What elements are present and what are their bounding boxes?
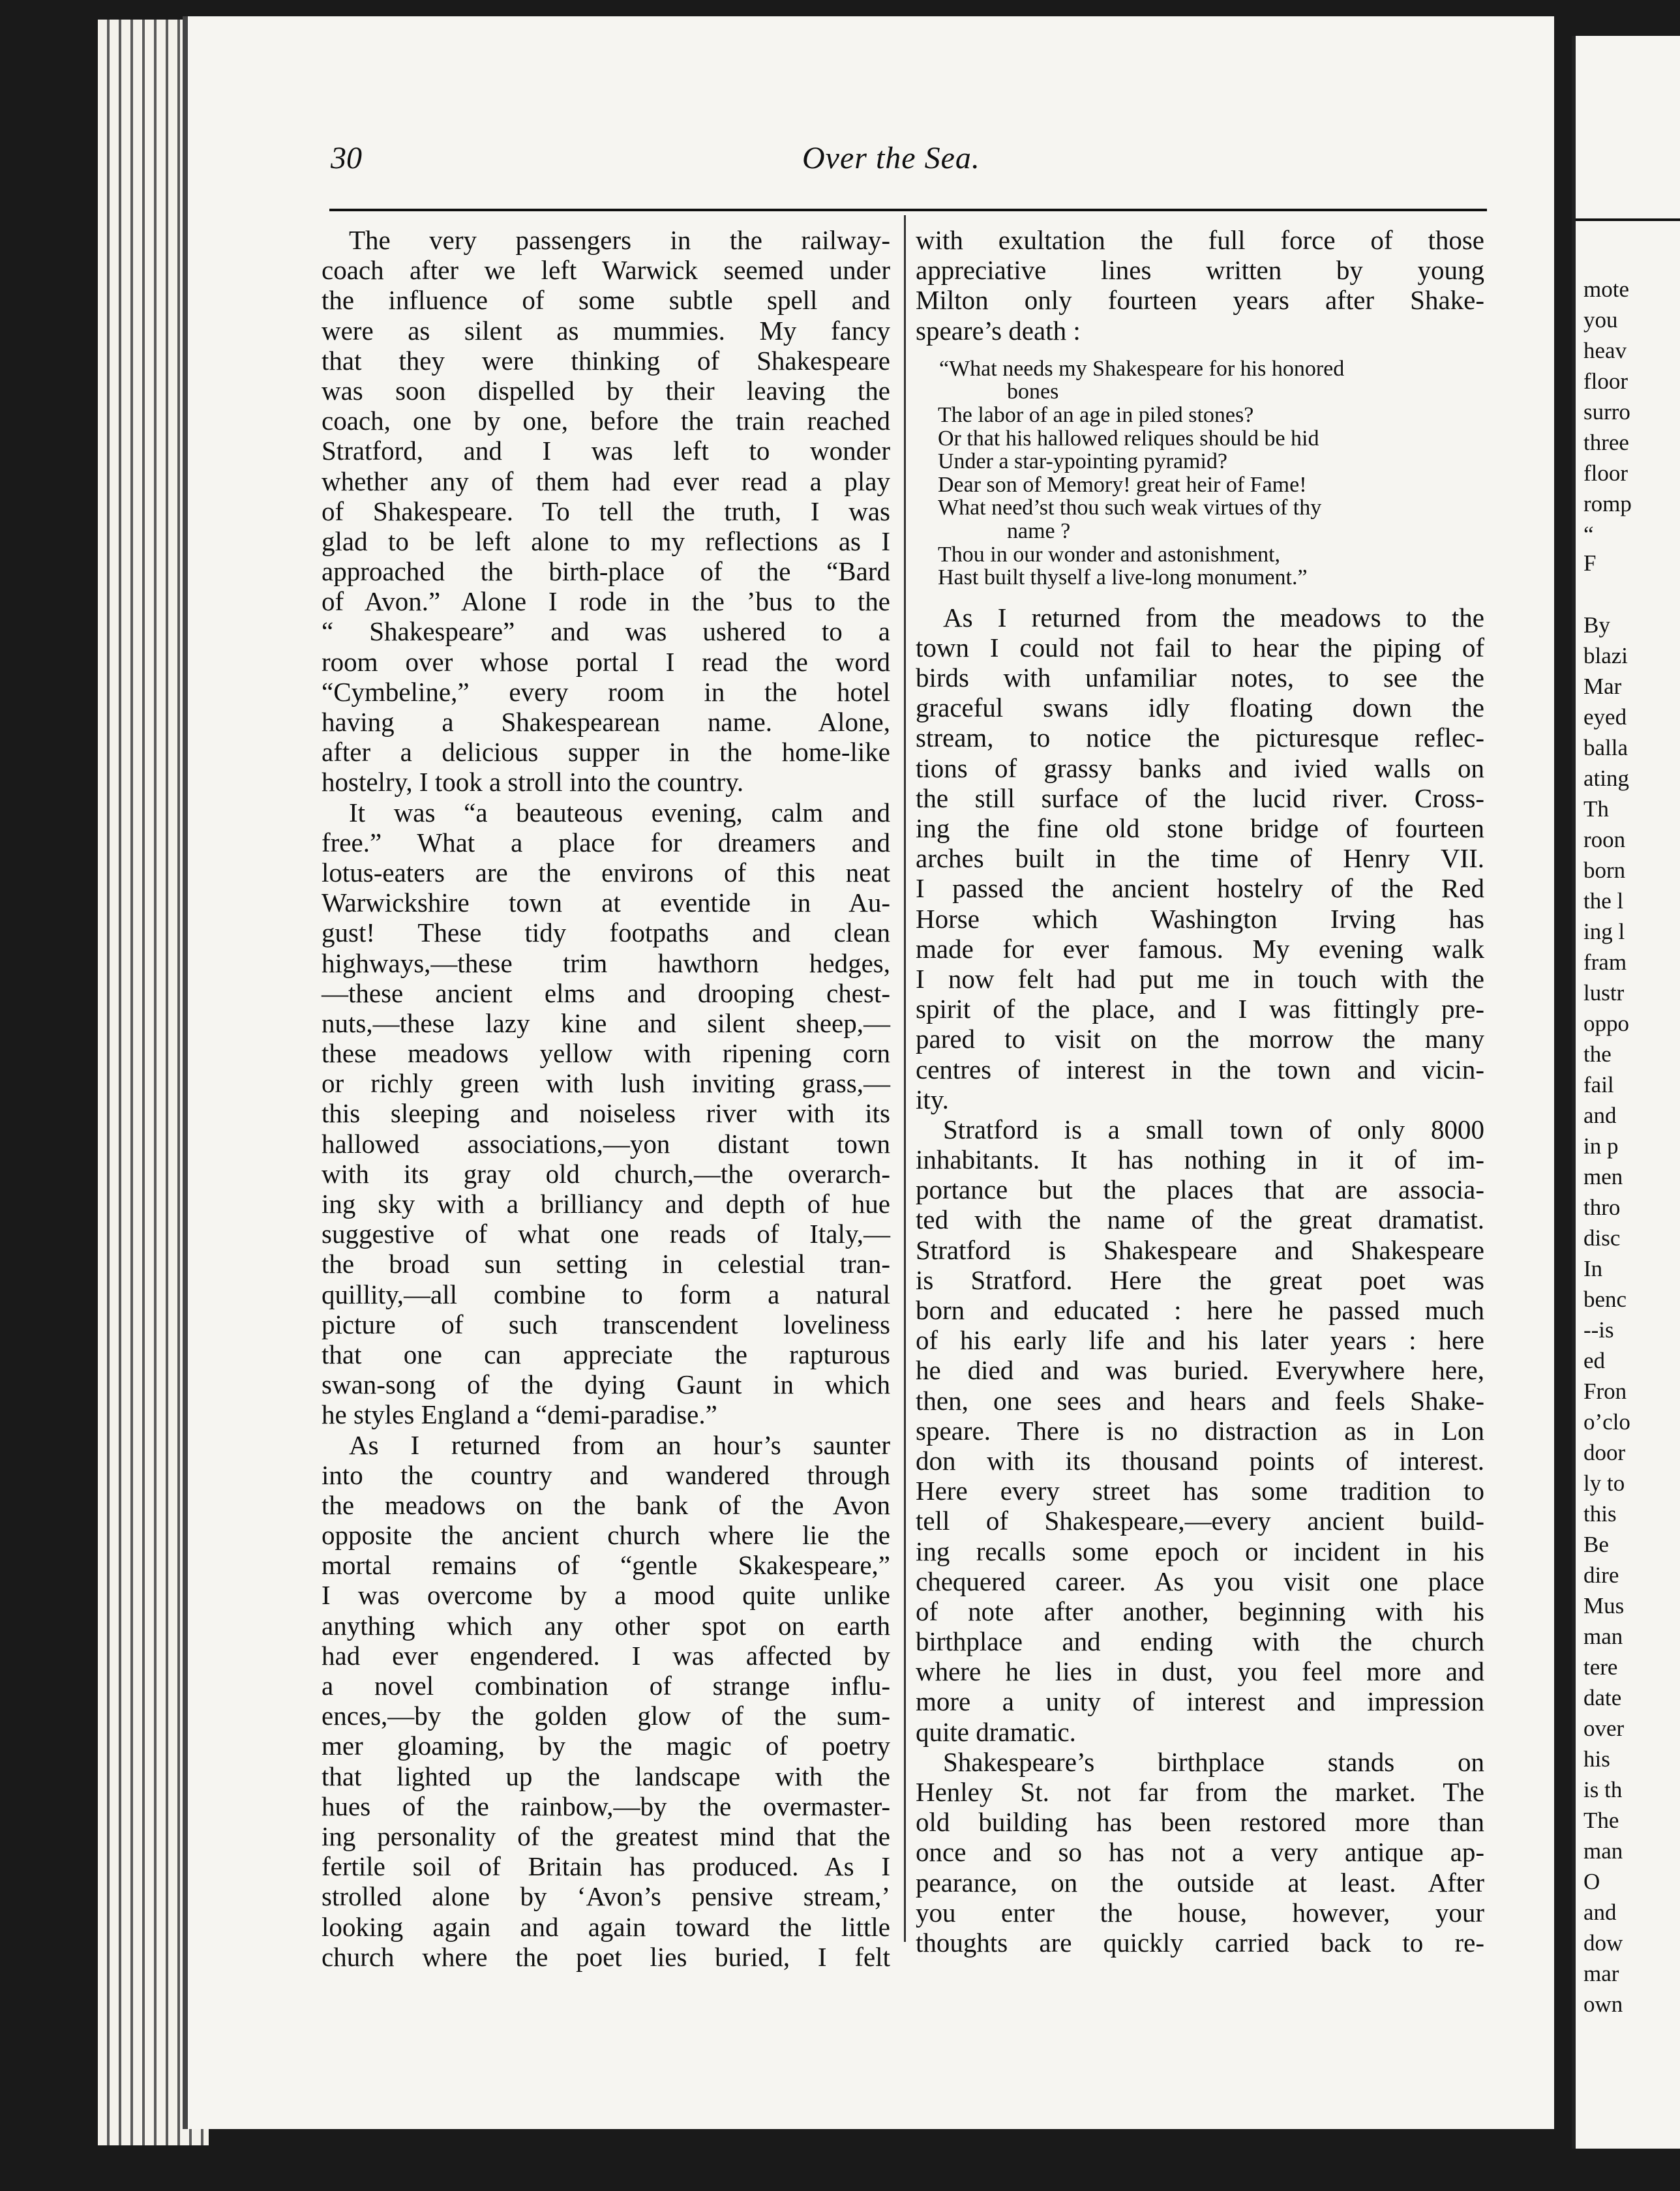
facing-page-fragment: roon bbox=[1583, 827, 1626, 852]
text-line: chequered career. As you visit one place bbox=[916, 1566, 1484, 1596]
facing-page-fragment: romp bbox=[1583, 491, 1632, 516]
text-line: spirit of the place, and I was fittingly pre- bbox=[916, 994, 1484, 1024]
milton-verse bbox=[916, 357, 1484, 589]
text-line: ing personality of the greatest mind that the bbox=[322, 1821, 890, 1851]
text-line: It was “a beauteous evening, calm and bbox=[349, 797, 890, 827]
text-line: swan-song of the dying Gaunt in which bbox=[322, 1369, 890, 1400]
text-line: fertile soil of Britain has produced. As I bbox=[322, 1851, 890, 1882]
text-line: the influence of some subtle spell and bbox=[322, 285, 890, 316]
text-line: a novel combination of strange influ- bbox=[322, 1671, 890, 1701]
verse-line: The labor of an age in piled stones? bbox=[938, 402, 1254, 427]
facing-page-fragment: The bbox=[1583, 1808, 1619, 1833]
facing-page-fragment: mote bbox=[1583, 276, 1629, 302]
text-line: made for ever famous. My evening walk bbox=[916, 933, 1484, 964]
text-line: mortal remains of “gentle Skakespeare,” bbox=[322, 1550, 890, 1581]
facing-page-fragment: you bbox=[1583, 307, 1618, 333]
text-line: ity. bbox=[916, 1084, 949, 1114]
text-line: Henley St. not far from the market. The bbox=[916, 1777, 1484, 1807]
text-line: free.” What a place for dreamers and bbox=[322, 827, 890, 857]
facing-page-fragment: o’clo bbox=[1583, 1409, 1630, 1435]
text-line: into the country and wandered through bbox=[322, 1459, 890, 1490]
text-line: the broad sun setting in celestial tran- bbox=[322, 1249, 890, 1279]
text-line: town I could not fail to hear the piping of bbox=[916, 632, 1484, 663]
facing-page-fragment: and bbox=[1583, 1900, 1617, 1925]
facing-page-fragment: tere bbox=[1583, 1654, 1618, 1680]
facing-page-fragment: dow bbox=[1583, 1930, 1623, 1956]
facing-page-fragment: heav bbox=[1583, 338, 1627, 363]
right-column-intro bbox=[916, 225, 1484, 346]
text-line: Here every street has some tradition to bbox=[916, 1476, 1484, 1506]
text-line: then, one sees and hears and feels Shake- bbox=[916, 1385, 1484, 1416]
text-line: this sleeping and noiseless river with its bbox=[322, 1098, 890, 1129]
text-line: “Cymbeline,” every room in the hotel bbox=[322, 676, 890, 707]
text-line: tions of grassy banks and ivied walls on bbox=[916, 753, 1484, 783]
facing-page-fragment: his bbox=[1583, 1746, 1610, 1772]
text-line: these meadows yellow with ripening corn bbox=[322, 1038, 890, 1069]
text-line: ing sky with a brilliancy and depth of hue bbox=[322, 1189, 890, 1219]
text-line: whether any of them had ever read a play bbox=[322, 466, 890, 496]
facing-page-fragment: By bbox=[1583, 612, 1610, 638]
text-line: speare. There is no distraction as in Lon bbox=[916, 1415, 1484, 1446]
text-line: with its gray old church,—the overarch- bbox=[322, 1158, 890, 1189]
facing-page-fragment: ed bbox=[1583, 1348, 1606, 1373]
text-line: coach after we left Warwick seemed under bbox=[322, 255, 890, 286]
text-line: of his early life and his later years : here bbox=[916, 1325, 1484, 1356]
facing-page-fragment: surro bbox=[1583, 399, 1630, 425]
right-column-body bbox=[916, 603, 1484, 1958]
facing-page-fragment: three bbox=[1583, 430, 1629, 455]
verse-line: name ? bbox=[1007, 518, 1071, 543]
text-line: ted with the name of the great dramatist. bbox=[916, 1204, 1484, 1235]
text-line: glad to be left alone to my reflections as I bbox=[322, 526, 890, 556]
text-line: I now felt had put me in touch with the bbox=[916, 963, 1484, 994]
facing-page-fragment: benc bbox=[1583, 1287, 1627, 1312]
text-line: old building has been restored more than bbox=[916, 1807, 1484, 1838]
facing-page-fragment: dire bbox=[1583, 1562, 1619, 1588]
verse-line: Thou in our wonder and astonishment, bbox=[938, 542, 1281, 567]
right-column bbox=[916, 225, 1484, 1958]
text-line: he styles England a “demi-paradise.” bbox=[322, 1399, 717, 1430]
facing-page-fragment: over bbox=[1583, 1716, 1625, 1741]
facing-page-fragment: eyed bbox=[1583, 704, 1627, 730]
text-line: hallowed associations,—yon distant town bbox=[322, 1128, 890, 1159]
text-line: As I returned from the meadows to the bbox=[943, 602, 1484, 633]
text-line: looking again and again toward the little bbox=[322, 1911, 890, 1942]
text-line: suggestive of what one reads of Italy,— bbox=[322, 1219, 890, 1249]
text-line: was soon dispelled by their leaving the bbox=[322, 375, 890, 406]
text-line: that one can appreciate the rapturous bbox=[322, 1339, 890, 1369]
text-line: having a Shakespearean name. Alone, bbox=[322, 707, 890, 737]
text-line: the still surface of the lucid river. Cross- bbox=[916, 782, 1484, 813]
facing-page-fragment: In bbox=[1583, 1256, 1603, 1281]
facing-page-fragment: F bbox=[1583, 550, 1597, 576]
text-line: Stratford is Shakespeare and Shakespeare bbox=[916, 1234, 1484, 1265]
verse-line: “What needs my Shakespeare for his honored bbox=[939, 356, 1345, 381]
text-line: once and so has not a very antique ap- bbox=[916, 1837, 1484, 1868]
facing-page-fragment: the bbox=[1583, 1041, 1612, 1067]
text-line: Stratford is a small town of only 8000 bbox=[943, 1114, 1484, 1144]
text-line: hues of the rainbow,—by the overmaster- bbox=[322, 1791, 890, 1821]
text-line: of Avon.” Alone I rode in the ’bus to the bbox=[322, 586, 890, 617]
left-column bbox=[322, 225, 890, 1972]
facing-page-fragment: this bbox=[1583, 1501, 1617, 1527]
running-title: Over the Sea. bbox=[802, 141, 980, 175]
facing-page-fragment: in p bbox=[1583, 1133, 1619, 1159]
text-line: birthplace and ending with the church bbox=[916, 1626, 1484, 1657]
facing-page-fragment: date bbox=[1583, 1685, 1622, 1710]
text-line: birds with unfamiliar notes, to see the bbox=[916, 663, 1484, 693]
text-line: of note after another, beginning with his bbox=[916, 1596, 1484, 1626]
facing-page-fragment: thro bbox=[1583, 1195, 1621, 1220]
text-line: I passed the ancient hostelry of the Red bbox=[916, 873, 1484, 904]
facing-page-fragment: mar bbox=[1583, 1961, 1619, 1986]
text-line: As I returned from an hour’s saunter bbox=[349, 1429, 890, 1460]
text-line: I was overcome by a mood quite unlike bbox=[322, 1580, 890, 1611]
verse-line: bones bbox=[1007, 380, 1059, 404]
facing-page-fragment: Mus bbox=[1583, 1593, 1625, 1618]
facing-page-fragment: floor bbox=[1583, 460, 1628, 486]
text-line: anything which any other spot on earth bbox=[322, 1610, 890, 1641]
facing-page-fragment: man bbox=[1583, 1838, 1623, 1864]
text-line: quillity,—all combine to form a natural bbox=[322, 1279, 890, 1309]
text-line: hostelry, I took a stroll into the country. bbox=[322, 767, 744, 797]
facing-page-fragment: floor bbox=[1583, 368, 1628, 394]
text-line: that they were thinking of Shakespeare bbox=[322, 345, 890, 376]
text-line: “ Shakespeare” and was ushered to a bbox=[322, 616, 890, 647]
text-line: thoughts are quickly carried back to re- bbox=[916, 1927, 1484, 1958]
text-line: that lighted up the landscape with the bbox=[322, 1761, 890, 1791]
text-line: Stratford, and I was left to wonder bbox=[322, 436, 890, 466]
verse-line: Or that his hallowed reliques should be hid bbox=[938, 426, 1319, 451]
facing-page-fragment: “ bbox=[1583, 522, 1594, 547]
text-line: —these ancient elms and drooping chest- bbox=[322, 977, 890, 1008]
text-line: The very passengers in the railway- bbox=[349, 225, 890, 255]
text-line: quite dramatic. bbox=[916, 1716, 1076, 1747]
text-line: don with its thousand points of interest. bbox=[916, 1445, 1484, 1476]
facing-page-fragment: oppo bbox=[1583, 1011, 1629, 1036]
facing-page bbox=[1572, 36, 1680, 2149]
text-line: born and educated : here he passed much bbox=[916, 1295, 1484, 1325]
text-line: highways,—these trim hawthorn hedges, bbox=[322, 947, 890, 978]
text-line: Shakespeare’s birthplace stands on bbox=[943, 1746, 1484, 1777]
text-line: he died and was buried. Everywhere here, bbox=[916, 1355, 1484, 1386]
text-line: ing recalls some epoch or incident in his bbox=[916, 1536, 1484, 1566]
text-line: the meadows on the bank of the Avon bbox=[322, 1489, 890, 1520]
text-line: with exultation the full force of those bbox=[916, 225, 1484, 255]
text-line: had ever engendered. I was affected by bbox=[322, 1640, 890, 1671]
text-line: inhabitants. It has nothing in it of im- bbox=[916, 1144, 1484, 1175]
facing-page-fragment: Be bbox=[1583, 1532, 1609, 1557]
text-line: approached the birth-place of the “Bard bbox=[322, 556, 890, 587]
text-line: mer gloaming, by the magic of poetry bbox=[322, 1731, 890, 1761]
facing-page-fragment: ating bbox=[1583, 766, 1629, 791]
text-line: is Stratford. Here the great poet was bbox=[916, 1264, 1484, 1295]
facing-page-rule bbox=[1576, 218, 1680, 221]
text-line: Warwickshire town at eventide in Au- bbox=[322, 887, 890, 918]
facing-page-fragment: fram bbox=[1583, 949, 1627, 975]
text-line: where he lies in dust, you feel more and bbox=[916, 1656, 1484, 1687]
facing-page-fragment: O bbox=[1583, 1869, 1600, 1894]
text-line: Milton only fourteen years after Shake- bbox=[916, 285, 1484, 316]
facing-page-fragment: own bbox=[1583, 1991, 1623, 2017]
text-line: room over whose portal I read the word bbox=[322, 646, 890, 677]
facing-page-fragment: is th bbox=[1583, 1777, 1623, 1802]
facing-page-fragment: door bbox=[1583, 1440, 1626, 1465]
facing-page-fragment: ly to bbox=[1583, 1470, 1625, 1496]
text-line: ing the fine old stone bridge of fourteen bbox=[916, 813, 1484, 843]
text-line: graceful swans idly floating down the bbox=[916, 693, 1484, 723]
text-line: Horse which Washington Irving has bbox=[916, 903, 1484, 934]
text-line: pared to visit on the morrow the many bbox=[916, 1024, 1484, 1054]
verse-line: Under a star-ypointing pyramid? bbox=[938, 449, 1228, 474]
text-line: nuts,—these lazy kine and silent sheep,— bbox=[322, 1007, 890, 1038]
text-line: centres of interest in the town and vicin- bbox=[916, 1054, 1484, 1084]
text-line: were as silent as mummies. My fancy bbox=[322, 315, 890, 346]
text-line: arches built in the time of Henry VII. bbox=[916, 843, 1484, 874]
facing-page-fragment: Th bbox=[1583, 796, 1609, 822]
facing-page-fragment: and bbox=[1583, 1103, 1617, 1128]
text-line: or richly green with lush inviting grass,— bbox=[322, 1068, 890, 1099]
text-line: more a unity of interest and impression bbox=[916, 1686, 1484, 1717]
facing-page-fragment: fail bbox=[1583, 1072, 1614, 1097]
text-line: gust! These tidy footpaths and clean bbox=[322, 917, 890, 948]
column-divider bbox=[904, 215, 906, 1942]
text-line: church where the poet lies buried, I felt bbox=[322, 1941, 890, 1972]
text-line: opposite the ancient church where lie the bbox=[322, 1520, 890, 1551]
text-line: after a delicious supper in the home-like bbox=[322, 737, 890, 768]
verse-line: Dear son of Memory! great heir of Fame! bbox=[938, 472, 1307, 497]
page-number: 30 bbox=[331, 141, 362, 175]
text-line: strolled alone by ‘Avon’s pensive stream,’ bbox=[322, 1881, 890, 1912]
header-rule bbox=[329, 209, 1487, 211]
facing-page-fragment: man bbox=[1583, 1624, 1623, 1649]
text-line: picture of such transcendent loveliness bbox=[322, 1309, 890, 1339]
facing-page-fragment: --is bbox=[1583, 1317, 1614, 1343]
text-line: tell of Shakespeare,—every ancient build- bbox=[916, 1506, 1484, 1536]
verse-line: Hast built thyself a live-long monument.” bbox=[938, 565, 1308, 590]
text-line: stream, to notice the picturesque reflec- bbox=[916, 723, 1484, 753]
facing-page-fragment: men bbox=[1583, 1164, 1623, 1189]
text-line: pearance, on the outside at least. After bbox=[916, 1867, 1484, 1898]
facing-page-fragment: blazi bbox=[1583, 643, 1628, 668]
text-line: coach, one by one, before the train reached bbox=[322, 406, 890, 436]
facing-page-fragment: balla bbox=[1583, 735, 1628, 760]
facing-page-fragment: ing l bbox=[1583, 919, 1625, 944]
text-line: of Shakespeare. To tell the truth, I was bbox=[322, 496, 890, 526]
text-line: ences,—by the golden glow of the sum- bbox=[322, 1701, 890, 1731]
facing-page-fragment: Mar bbox=[1583, 674, 1622, 699]
facing-page-fragment: Fron bbox=[1583, 1379, 1627, 1404]
facing-page-fragment: disc bbox=[1583, 1225, 1621, 1251]
text-line: speare’s death : bbox=[916, 315, 1081, 346]
text-line: you enter the house, however, your bbox=[916, 1897, 1484, 1928]
verse-line: What need’st thou such weak virtues of thy bbox=[938, 496, 1322, 520]
facing-page-fragment: lustr bbox=[1583, 980, 1625, 1006]
text-line: appreciative lines written by young bbox=[916, 255, 1484, 286]
text-line: lotus-eaters are the environs of this neat bbox=[322, 857, 890, 887]
facing-page-fragment: born bbox=[1583, 857, 1626, 883]
facing-page-fragment: the l bbox=[1583, 888, 1624, 914]
text-line: portance but the places that are associa- bbox=[916, 1174, 1484, 1205]
